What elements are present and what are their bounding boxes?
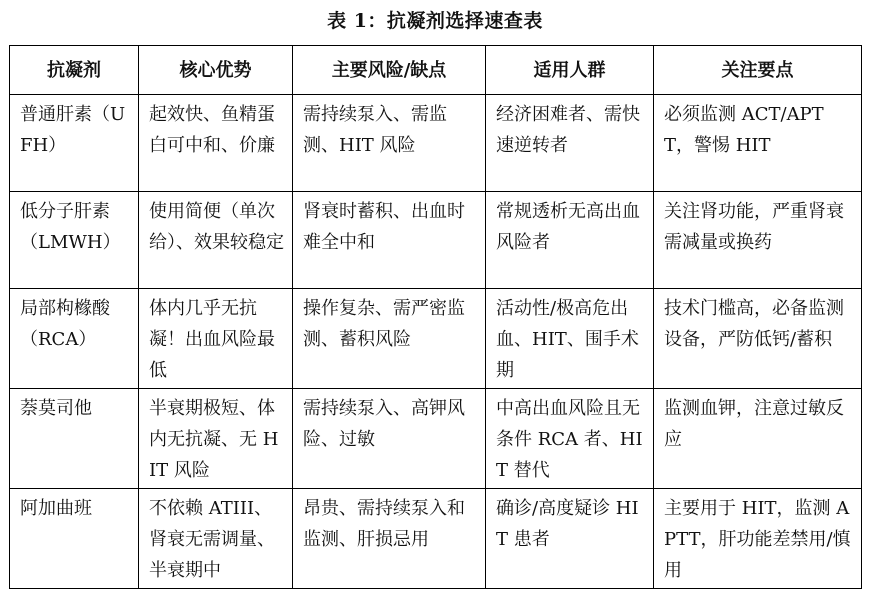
cell-key-points: 必须监测 ACT/APTT，警惕 HIT (654, 95, 862, 192)
table-header-row (10, 46, 862, 95)
cell-core-advantage: 不依赖 ATIII、肾衰无需调量、半衰期中 (139, 489, 293, 589)
cell-key-points: 技术门槛高，必备监测设备，严防低钙/蓄积 (654, 289, 862, 389)
cell-key-points: 主要用于 HIT，监测 APTT，肝功能差禁用/慎用 (654, 489, 862, 589)
header-main-risk: 主要风险/缺点 (293, 46, 486, 95)
cell-anticoagulant: 局部枸橼酸（RCA） (10, 289, 139, 389)
cell-core-advantage: 起效快、鱼精蛋白可中和、价廉 (139, 95, 293, 192)
cell-core-advantage: 使用简便（单次给）、效果较稳定 (139, 192, 293, 289)
table-row (10, 95, 862, 192)
cell-anticoagulant: 普通肝素（UFH） (10, 95, 139, 192)
table-row (10, 192, 862, 289)
cell-key-points: 监测血钾，注意过敏反应 (654, 389, 862, 489)
cell-target-population: 经济困难者、需快速逆转者 (486, 95, 654, 192)
cell-core-advantage: 半衰期极短、体内无抗凝、无 HIT 风险 (139, 389, 293, 489)
cell-target-population: 常规透析无高出血风险者 (486, 192, 654, 289)
cell-core-advantage: 体内几乎无抗凝！出血风险最低 (139, 289, 293, 389)
header-core-advantage: 核心优势 (139, 46, 293, 95)
cell-anticoagulant: 低分子肝素（LMWH） (10, 192, 139, 289)
cell-main-risk: 肾衰时蓄积、出血时难全中和 (293, 192, 486, 289)
cell-target-population: 中高出血风险且无条件 RCA 者、HIT 替代 (486, 389, 654, 489)
cell-anticoagulant: 阿加曲班 (10, 489, 139, 589)
header-key-points: 关注要点 (654, 46, 862, 95)
cell-key-points: 关注肾功能，严重肾衰需减量或换药 (654, 192, 862, 289)
cell-anticoagulant: 萘莫司他 (10, 389, 139, 489)
cell-target-population: 确诊/高度疑诊 HIT 患者 (486, 489, 654, 589)
header-target-population: 适用人群 (486, 46, 654, 95)
table-row (10, 289, 862, 389)
cell-main-risk: 需持续泵入、需监测、HIT 风险 (293, 95, 486, 192)
header-anticoagulant: 抗凝剂 (10, 46, 139, 95)
cell-target-population: 活动性/极高危出血、HIT、围手术期 (486, 289, 654, 389)
table-caption: 表 1：抗凝剂选择速查表 (327, 10, 543, 32)
cell-main-risk: 昂贵、需持续泵入和监测、肝损忌用 (293, 489, 486, 589)
cell-main-risk: 操作复杂、需严密监测、蓄积风险 (293, 289, 486, 389)
table-row (10, 489, 862, 589)
cell-main-risk: 需持续泵入、高钾风险、过敏 (293, 389, 486, 489)
anticoagulant-table (9, 45, 862, 589)
table-row (10, 389, 862, 489)
